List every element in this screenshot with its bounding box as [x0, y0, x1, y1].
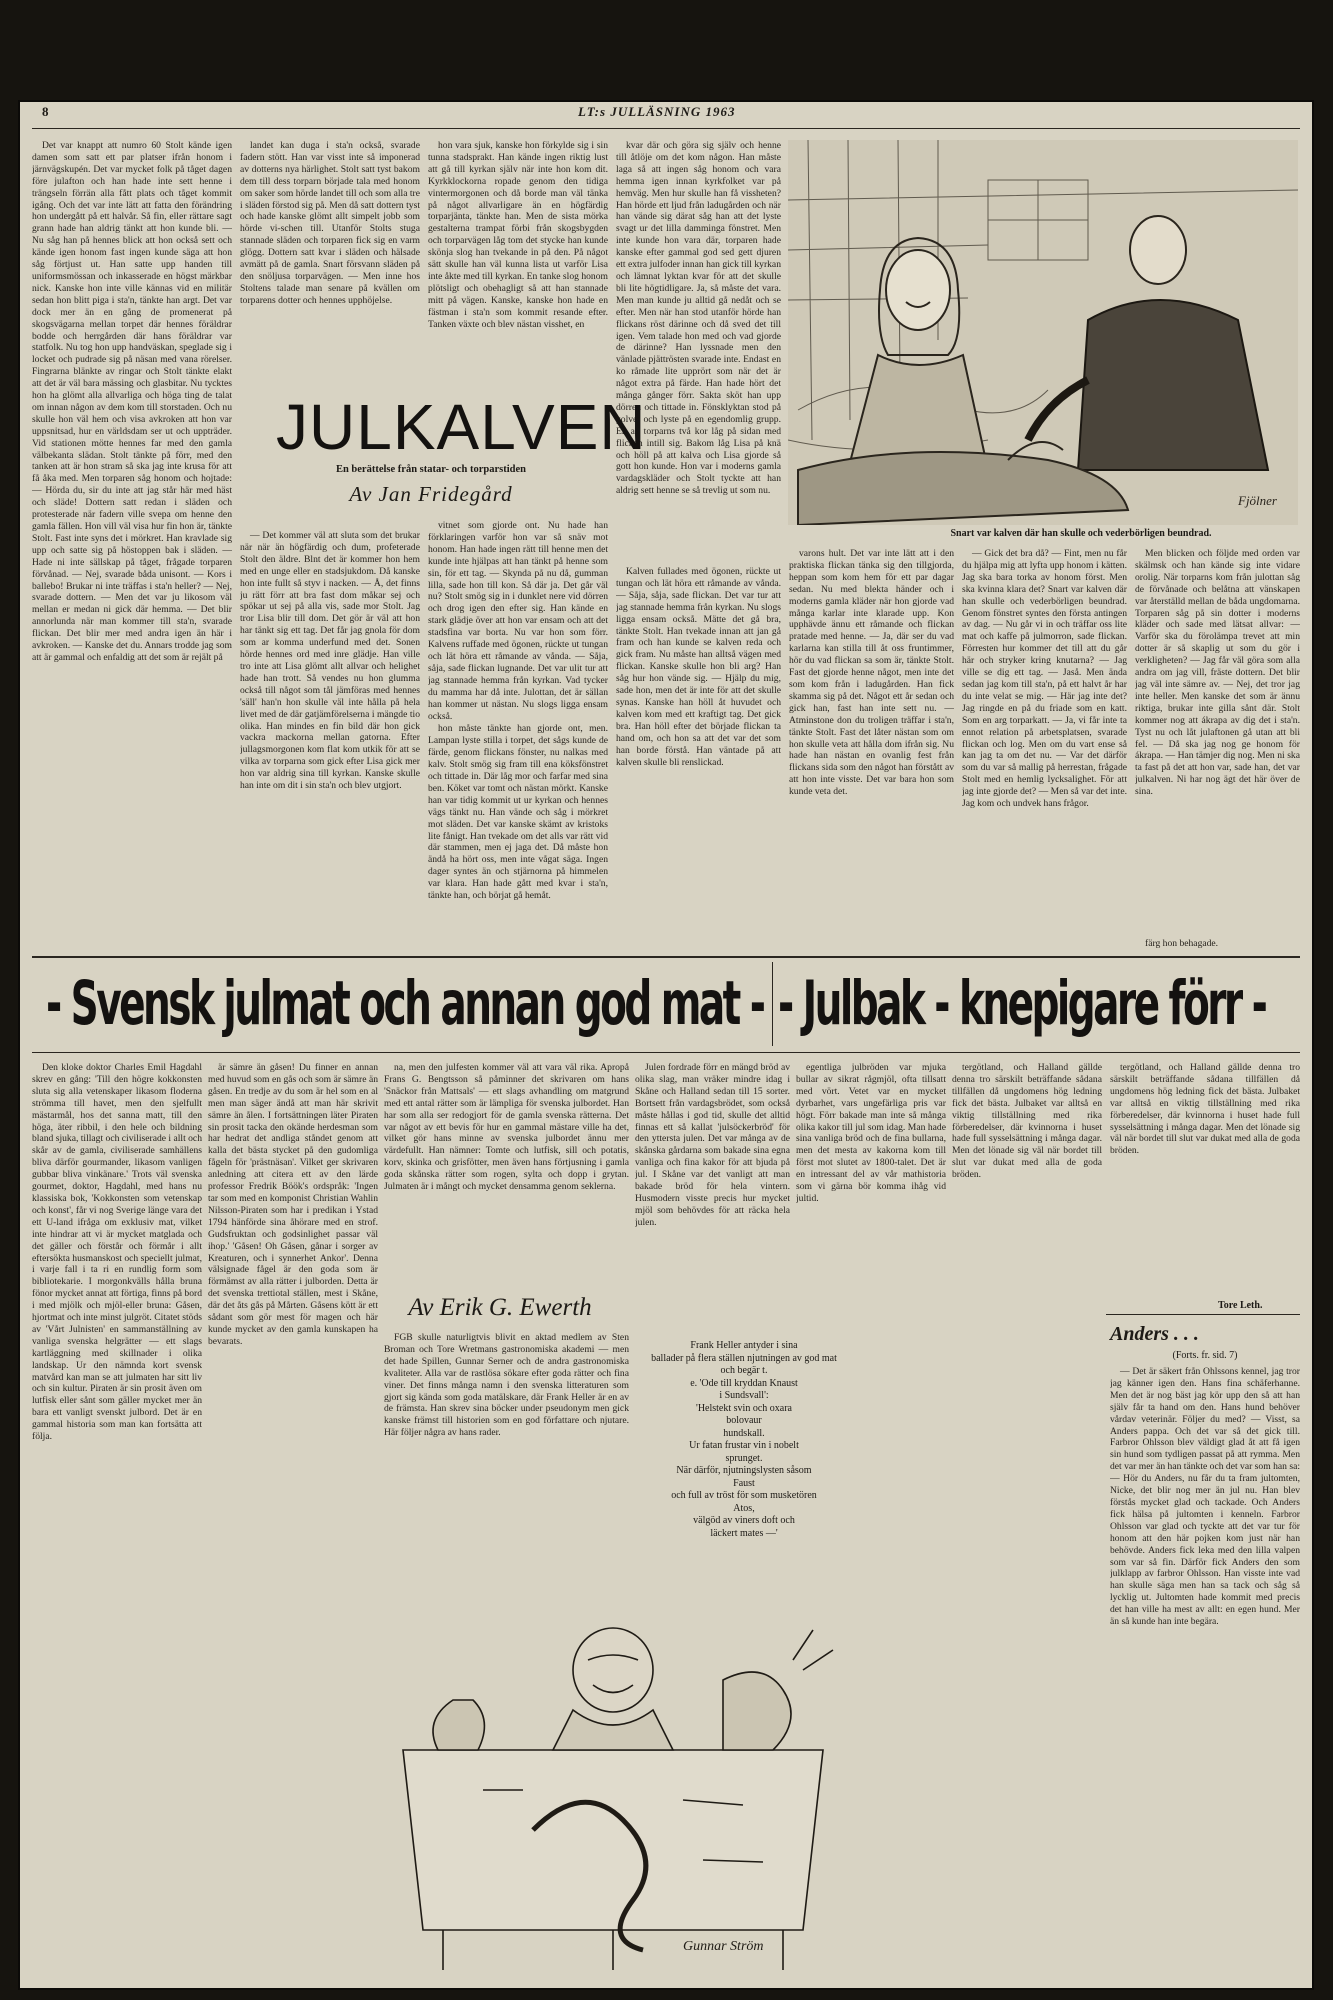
illustration-caption: Snart var kalven där han skulle och vederbörligen beundrad.	[950, 528, 1212, 539]
feast-cartoon	[383, 1600, 843, 1980]
article-signature: Tore Leth.	[1218, 1300, 1263, 1311]
headline-divider	[772, 962, 773, 1046]
story-subtitle: En berättelse från statar- och torparstiden	[335, 464, 527, 475]
header-rule	[32, 128, 1300, 129]
story-illustration	[788, 140, 1298, 525]
article-column-7: tergötland, och Halland gällde denna tro särskilt beträffande sådana tillfällen då ungdomens hög ledning fick det bästa. Julbaket var alltså en viktig tillställning med rika förberedelser, där kvinnorna i huset hade full sysselsättning i många dagar. Men det lönade sig väl när bordet till slut var dukat med alla de goda bröden.	[1110, 1062, 1300, 1157]
poem-block: Frank Heller antyder i sina ballader på flera ställen njutningen av god mat och begär t. e. 'Ode till kryddan Knaust i Sundsvall': 'Helstekt svin och oxara bolovaur hundskall. Ur fatan frustar vin i nobelt sprunget. När därför, njutningslysten såsom Faust och full av tröst för som musketören Atos, välgöd av viners doft och läckert mates —'	[651, 1340, 837, 1539]
article-column-5: egentliga julbröden var mjuka bullar av sikrat rågmjöl, ofta tillsatt med vört. Vetet var en mycket dyrbarhet, vars ungefärliga pris var högt. Förr bakade man inte så många olika kakor till jul som idag. Man hade sina vanliga bröd och de fina bullarna, men det mesta av kakorna kom till först mot slutet av 1800-talet. Det är en intressant del av vår mathistoria som vi gärna bör komma ihåg vid jultid.	[796, 1062, 946, 1204]
story-title: JULKALVEN	[276, 391, 647, 463]
article-column-6: tergötland, och Halland gällde denna tro särskilt beträffande sådana tillfällen då ungdomens hög ledning fick det bästa. Julbaket var alltså en viktig tillställning med rika förberedelser, där kvinnorna i huset hade full sysselsättning i många dagar. Men det lönade sig väl när bordet till slut var dukat med alla de goda bröden.	[952, 1062, 1102, 1181]
story-column-10: Men blicken och följde med orden var skälmsk och han kände sig inte vidare orolig. När torparns kom från julottan såg de förvånade och belåtna att vänskapen var återställd mellan de båda ungdomarna. Torparen såg på sin dotter i moderns kläder och sade med lätsat allvar: — Varför ska du förolämpa trevet att min dotter är så skaplig ut som du gör i verkligheten? — Jag får väl göra som alla andra om jag vill, fräste dottern. Det blir jag väl inte sämre av. — Nej, det tror jag inte heller. Men kanske det som är ännu riktiga, brukar inte gilla sånt där. Stolt kommer nog att ákrapa av dig det i sta'n. Tyst nu och låt julaftonen gå utan att bli fel. — Då ska jag nog ge honom för ákrapa. — Han tämjer dig nog. Men ni ska ta fast på det att hon var, sade han, det var julkalven. Ni har nog ägt det här över de sina.	[1135, 548, 1300, 798]
article-byline: Av Erik G. Ewerth	[408, 1294, 592, 1321]
article-column-3: na, men den julfesten kommer väl att vara väl rika. Apropå Frans G. Bengtsson så påminner det skrivaren om hans 'Snäckor från Mattsals' — ett slags avhandling om matgrund med ett antal rätter som är lämpliga för svenska julbordet. Han har som alla ser redogjort för de gamla svenska rätterna. Det var något av ett bevis för hur en gammal mästare ville ha det, vilket gör hans minne av svenska julbordet ännu mer värdefullt. Han nämner: Tomte och lutfisk, sill och potatis, korv, skinka och grisfötter, men även hans förtjusning i gamla goda skånska rätter som rogen, sylta och dopp i grytan. Julmaten är i mångt och mycket densamma genom seklerna.	[384, 1062, 629, 1193]
newspaper-page	[18, 100, 1314, 1990]
woman-with-calf-drawing	[788, 140, 1298, 525]
article-column-1: Den kloke doktor Charles Emil Hagdahl skrev en gång: 'Till den högre kokkonsten sluta sig alla vetenskaper likasom floderna strömma till havet, men den sjelfullt mästarmål, hos det sanna matt, till den höga, äter ribbil, i den hele och bildning bland sjuka, tillagt och civiliserade i allt och skår av de gamla, civiliserade samhällens bliva därför gourmander, likasom vanligen gubbar bliva vinkänare.' Trots väl svenska gourmet, doktor, Hagdahl, med hans nu klassiska bok, 'Kokkonsten som vetenskap och konst', får vi nog Sverige länge vara det ett U-land ifråga om exklusiv mat, vilket inte hindrar att vi är mycket matglada och det gäller och förstår och förmår i allt eftersökta husmanskost och speciellt julmat, i varje fall i ta ri en rundlig form som bibliotekarie. I morgonkvälls hålla bruna fönor mycket annat att förtiga, finns på bord i med mjölk och mjöl-eller bruna: Gåsen, hjortmat och inte minst julgröt. Citatet stöds av 'Vårt Julnisten' en sammanställning av vanliga svenska helgrätter — ett slags kartläggning med skillnader i olika landskap. Ur den nämnda kort svensk matvård kan man se att julmaten har sitt liv och sin kultur. Piraten är sin prosit även om lutfisk eller sånt som gäller mycket mer än bara ett vanligt svenskt julbord. Det är en gammal historia som man kan fortsätta att följa.	[32, 1062, 202, 1443]
headline-svensk-julmat: - Svensk julmat och annan god mat -	[46, 968, 764, 1039]
article-column-3b: FGB skulle naturligtvis blivit en aktad medlem av Sten Broman och Tore Wretmans gastronomiska akademi — men det hade Spillen, Gunnar Serner och de andra gastronomiska kvaliteter. Alla var de rastlösa sökare efter goda rätter och fina viner. Det finns många namn i den svenska litteraturen som gjort sig kända som goda matälskare, där Frank Heller är en av de främsta. Han skrev sina böcker under pseudonym men gick kanske främst till historien som en god författare och njutare. Här följer några av hans rader.	[384, 1332, 629, 1439]
page-number: 8	[42, 104, 49, 119]
story-column-9: — Gick det bra då? — Fint, men nu får du hjälpa mig att lyfta upp honom i kätten. Jag ska bara torka av honom först. Men ska kvinna klara det? Snart var kalven där han skulle och vederbörligen beundrad. Genom fönstret syntes den första antingen av dag. — Nu går vi in och träffar oss lite mat och kaffe på julmorron, sade flickan. Förresten hur kommer det till att du går här och stryker kring knutarna? — Jag ville se dig ett tag. — Jaså. Men ända sedan jag kom till sta'n, på ett halvt år har du inte velat se mig. — Här jag inte det? Jag ringde en på du friade som en katt. Som en arg torparkatt. — Ja, vi får inte ta ennot relation på arbetsplatsen, svarade flickan och log. Men om du vart ense så kan jag ta om det nu. — Var det därför som du var så mallig på herrestan, frågade Stolt med en hemlig lycksalighet. För att jag inte gjorde det? — Men så var det inte. Jag kom och undvek hans frågor.	[962, 548, 1127, 810]
section-rule-bottom	[32, 1052, 1300, 1053]
story-author: Av Jan Fridegård	[349, 482, 513, 506]
julbord-drawing	[383, 1600, 843, 1980]
story-column-4: kvar där och göra sig själv och henne till åtlöje om det kom någon. Han måste laga så att ingen såg honom och vara hemma igen innan kyrkfolket var på hemväg. Men hur skulle han få vissheten? Han hörde ett ljud från ladugården och när han vände sig därat såg han att det lyste svagt ur det lilla damminga fönstret. Men inte kunde hon vara där, torparen hade kanske efter gammal god sed gett djuren ett extra julfoder innan han gick till kyrkan och lämnat lyktan kvar för att det skulle bli lite högtidligare. Ja, så måste det vara. Men man kunde ju alltid gå nedåt och se efter. Men när han stod utanför hörde han flickans röst därinne och då sved det till igen. Vem talade hon med och vad gjorde de därinne? Han lyssnade men den vänlade pjättrösten svarade inte. Endast en ko råmade lite upprört som när det är något extra på färde. Han hade hört det många gånger förr. Sakta sköt han upp dörren och tittade in. Fönsklyktan stod på golvet och lyste på en egendomlig grupp. En av torparns två kor låg på sidan med flickan intill sig. Bakom låg Lisa på knä och höll på att kalva och Lisa gjorde så gott hon kunde. Hon var i moderns gamla vardagskläder och Stolt tyckte att han aldrig sett henne se så trevlig ut som nu.	[616, 140, 781, 497]
serial-rule	[1106, 1314, 1300, 1315]
svg-text:Fjölner: Fjölner	[1238, 493, 1277, 508]
article-column-4: Julen fordrade förr en mängd bröd av olika slag, man vräker mindre idag i Skåne och Halland sedan till 15 sorter. Bortsett från vardagsbrödet, som också måste hållas i god tid, skulle det alltid finnas ett så kallat 'julsöckerbröd' för den yttersta julen. Det var många av de skånska gårdarna som bakade sina egna vanliga och fina kakor för att bjuda på jul. I Skåne var det vanligt att man bakade bröd för hela vintern. Husmodern visste precis hur mycket mjöl som behövdes för att räcka hela julen.	[635, 1062, 790, 1228]
story-column-6: vitnet som gjorde ont. Nu hade han förklaringen varför hon var så snäv mot honom. Han hade ingen rätt till henne men det kunde inte hjälpas att han tänkt på henne som sin, för ett tag. — Skynda på nu då, gumman lilla, sade hon till kon. Så där ja. Det går väl nu? Stolt smög sig in i dunklet nere vid dörren och drog igen den efter sig. Han kände en stark glädje över att hon var ensam och att det stadsfina var borta. Nu var hon som förr. Kalvens ruffade med ögonen, rückte ut tungan och lät höra ett råmande av vånda. — Såja, såja, sade flickan lugnande. Det var ulit tur att jag stannade hemma från kyrkan. Vad tycker du mamma har då inte. Julottan, det är sällan han kommer ut nästan. Nu slogs ligga ensam också. hon måste tänkte han gjorde ont, men. Lampan lyste stilla i torpet, det sågs kunde de färde, genom flickans fönster, nu nalkas med kalv. Stolt smög sig fram till ena köksfönstret och tittade in. Där låg mor och farfar med sina ben. Köket var tomt och nästan mörkt. Kanske han var tidig kommit ut ur kyrkan och hennes vägs tänkt nu. Han vände och såg i mörkret mot släden. Det var kanske skämt av kristoks lite fånigt. Han tvekade om det alls var rätt vid där stammen, men ej jaga det. Då måste hon ändå ha hört oss, men inte vågat säga. Ingen dager syntes än och stjärnorna på himmelen var klara. Han hade gått med kvar i sta'n, tänkte han, och börjat gå hemåt.	[428, 520, 608, 902]
serial-heading: Anders . . .	[1110, 1323, 1199, 1345]
serial-subheading: (Forts. fr. sid. 7)	[1172, 1350, 1238, 1361]
story-final-line: färg hon behagade.	[1145, 938, 1219, 949]
publication-title: LT:s JULLÄSNING 1963	[578, 104, 736, 119]
story-column-3: hon vara sjuk, kanske hon förkylde sig i sin tunna stadsprakt. Han kände ingen riktig lust att gå till kyrkan själv när inte hon kom dit. Kyrkklockorna ropade genom den tidiga vintermorgonen och då borde man väl tänka på något allvarligare än en högfärdig torparjänta, tänkte han. Men de sista mörka gestalterna trampat förbi från skogsbygden och torparvägen låg tom det stycke han kunde skönja slog han tvekande in på den. På något sätt skulle han väl kunna lista ut varför Lisa inte åkte med till kyrkan. En tanke slog honom plötsligt och obehagligt så att han stannade mitt på vägen. Kanske, kanske hon hade en fästman i sta'n som kommit resande efter. Tanken växte och blev nästan visshet, en	[428, 140, 608, 330]
story-column-7: Kalven fullades med ögonen, rückte ut tungan och lät höra ett råmande av vånda. — Såja, såja, sade flickan. Det var tur att jag stannade hemma från kyrkan. Nu slogs ligga ensam också. Mätte det gå bra, tänkte Stolt. Han tvekade innan att jan gå fram och han kunde se kalven reda och gick fram. Nu måste han alltså vägen med flickan. Kanske skulle hon bli arg? Han såg hur hon vände sig. — Hjälp du mig, sade hon, men det är inte för att det skulle synas. Kanske han höll åt huvudet och kalven kom med ett kraftigt tag. Det gick bra. Han höll efter det började flickan ta hand om, och hon sa att det var det som han borde förstå. Han väntade på att kalven skulle bli renslickad.	[616, 566, 781, 768]
story-column-5: — Det kommer väl att sluta som det brukar när när än högfärdig och dum, profeterade Stolt den äldre. Blnt det är kommer hon hem med en unge eller en stadsjukdom. Då kanske hon inte fullt så styv i nacken. — Å, det finns ju rätt förr att bra fast dom måkar sej och spökar ut sej på alla vis, sade mor Stolt. Jag tror Lisa blir till dom. Det gör är väl att hon har tänkt sig ett tag. Det får jag gnola för dom som ar komma underfund med det. Sonen hörde hennes ord med inre glädje. Han ville tro inte att Lisa glömt allt allvar och helighet hade han trott. Så vendes nu hon glumma också till något som tål jämföras med hennes 'säll' han'n hon skulle väl inte hålla på hela livet med de där gatjämförelserna i mängde tio olika. Han mindes en fin bild där hon gick vackra mackorna mellan gatorna. Efter jullagsmorgonen kom flat kom utkik för att se vilka av torparna som gick efter Lisa gick mer hon var aldrig sina till kyrkan. Kanske skulle han inte om dit i sin sta'n och blev utgjort.	[240, 530, 420, 792]
headline-julbak: - Julbak - knepigare förr -	[778, 968, 1266, 1039]
svg-text:Gunnar Ström: Gunnar Ström	[683, 1939, 764, 1954]
article-column-2: är sämre än gåsen! Du finner en annan med huvud som en gås och som är sämre än gåsen. En tredje av du som är hel som en al men man säger ändå att man här skrivit sämre än ålen. I fortsättningen läter Piraten sin prosit tacka den okände herdesman som har hedrat det andliga ståndet genom att kalla det bästa stycket på den gudomliga fågeln för 'prästnäsan'. Vilket ger skrivaren anledning att citera ett av den lärde professor Fredrik Böök's ordspråk: 'Ingen tar som med en komponist Christian Wahlin Nilsson-Piraten som har i predikan i Ystad 1794 hänförde sina åhörare med en strof. Gudsfruktan och godsinlighet passar väl ihop.' 'Gåsen! Oh Gåsen, gånar i sorger av Kreaturen, och i synnerhet Ankor'. Denna välsignade fågel är den goda som är förmämst av alla rätter i julborden. Detta är det svenska trettiotal ställen, mest i Skåne, där det åts gås på Mårten. Gåsens kött är ett sådant som gör mest för magen och här kunde mycket av den gamla kunskapen ha bevarats.	[208, 1062, 378, 1347]
story-column-2: landet kan duga i sta'n också, svarade fadern stött. Han var visst inte så imponerad av dotterns nya härlighet. Stolt satt tyst bakom dem till dess torparn började tala med honom om saker som hörde landet till och som alla tre i släden förstod sig på. Men då satt dottern tyst och hade kanske glömt allt simpelt jobb som hörde vi-schen till. Utanför Stolts stuga stannade släden och torparen fick sig en varm glögg. Dottern satt kvar i släden och hälsade avmätt på de gamla. Snart försvann släden på den snöljusa torparvägen. — Men inne hos Stoltens talade man senare på kvällen om torparens dotter och hennes upphöjelse.	[240, 140, 420, 306]
story-column-1: Det var knappt att numro 60 Stolt kände igen damen som satt ett par platser ifrån honom i järnvägskupén. Det var mycket folk på tåget dagen före julafton och han hade inte sett henne i trängseln förrän alla fått plats och tåget kommit igång. Och det var inte lätt att fatta den förändring hon undergått på ett halvår. Så fin, eller rättare sagt grann hade han aldrig tänkt att hon kunde bli. — Nu såg han på hennes blick att hon också sett och kände igen honom fast ingen kunde säga att hon såg förtjust ut. Han satte upp handen till uniformsmössan och inkasserade en högst märkbar nick. Kanske hon inte ville kännas vid en militär sedan hon blitt piga i sta'n, tänkte han argt. Det var dock mer än en gång de promenerat på skogsvägarna mellan torpet där hennes föräldrar bodde och herrgården där hans föräldrar var statfolk. Nu tog hon upp handväskan, speglade sig i locket och pudrade sig på näsan med vana rörelser. Fingrarna blänkte av ringar och Stolt tänkte elakt att det är väl bara mässing och glasbitar. Nu tycktes hon ha glömt alla allvarliga och höga ting de talat om innan någon av dem kom till storstaden. Och nu skulle hon väl hem och visa avkroken att hon var uppsnitsad, hur en världsdam ser ut och uppträder. Vid stationen mötte hennes far med den gamla välbekanta slädan. Stolt tänkte på förr, med den tanken att är hon stram så ska jag inte krusa för att få åka med. Men torparen såg honom och hojtade: — Hörda du, sir du inte att jag står här med häst och släde! Dottern satt redan i släden och protesterade när fadern ville svepa om henne den gamla fällen. Hon vill väl visa hur fin hon är, tänkte Stolt. Fast inte syns det i mörkret. Han kravlade sig upp och satte sig på höstoppen bak i släden. — Hade ni inte sällskap på tåget, frågade torparen förvånad. — Nej, svarade båda unisont. — Kors i ballebo! Brukar ni inte träffas i sta'n heller? — Nej, svarade dottern. — Men det var ju likosom väl mellan er medan ni gick där hemma. — Det blir annorlunda när man kommer till sta'n, svarade flickan. Det blir mer med andra igen än här i avkroken. — Kanske det du. Annars trodde jag som att är gammal och enfaldig att det som är rejält på	[32, 140, 232, 663]
serial-column: — Det är säkert från Ohlssons kennel, jag tror jag känner igen den. Hans fina schäferhanne. Men det är nog bäst jag kör upp den så att han själv får ta hand om den. Hans hund behöver vårdav veterinär. Följer du med? — Visst, sa Anders pappa. Och det var så det gick till. Farbror Ohlsson blev väldigt glad åt att få igen sin hund som tydligen passat på att rymma. Men det var mer än han tänkte och det var som han sa: — Hör du Anders, nu får du ta fram jultomten, Nicke, det blir nog mer än jul nu. Han blev förstås mycket glad och tackade. Och Anders fick hälsa på jultomten i kenneln. Farbror Ohlsson var glad och tyckte att det var tur för honom att den här pojken kom just när han behövde. Anders fick leka med den lilla valpen som var så fin. Därför fick Anders den som julklapp av farbror Ohlsson. Han visste inte vad han skulle säga men han sa tack och såg så lycklig ut. Jultomten hade kommit med precis det han ville ha mest av allt: en egen hund. Mer än så kunde han inte begära.	[1110, 1366, 1300, 1628]
headline-band	[18, 958, 1314, 1050]
story-column-8: varons hult. Det var inte lätt att i den praktiska flickan tänka sig den tillgjorda, heppan som kom hem för ett par dagar sedan. Nu med blekta händer och i moderns gamla kläder när hon gjorde vad många karlar inte klarade upp. Kon upphävde ännu ett råmande och flickan pratade med henne. — Ja, där ser du vad karlarna kan stilla till åt oss fruntimmer, hör du vad flickan sa som är, tänkte Stolt. Fast det gjorde henne något, men inte det som kom från i ladugården. Han fick skamma sig på det. Något ett år sedan och gick han, fast han inte sett nu. — Atminstone don du troligen träffar i sta'n, tänkte Stolt. Fast det låter nästan som om hon skulle veta att hålla dom ifrån sig. Nu hade han nästan en ovanlig fest från flickans sida som den något han förstått av att hon inte visste. Det var bara hon som kunde veta det.	[789, 548, 954, 798]
